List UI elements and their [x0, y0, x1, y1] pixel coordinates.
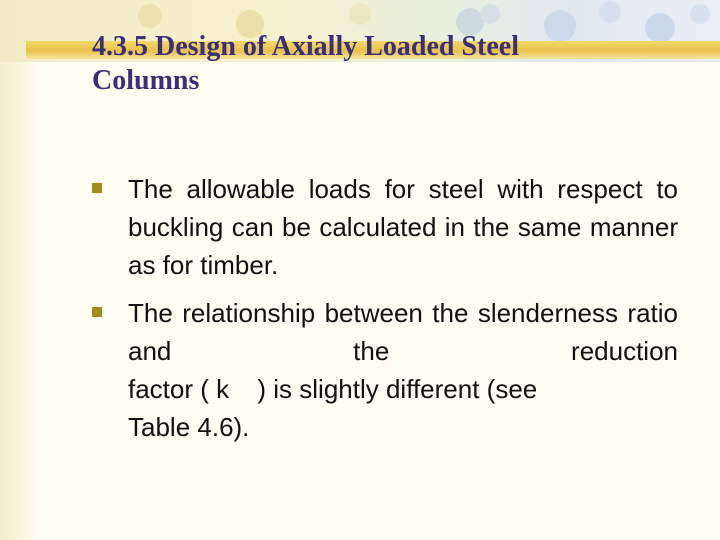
bullet-marker-1 — [92, 183, 102, 193]
slide-title-line-1: 4.3.5 Design of Axially Loaded Steel — [92, 31, 520, 62]
slide-title-line-2: Columns — [92, 65, 200, 96]
factor-text-before: factor ( — [128, 374, 209, 404]
bullet-2-line-1: The relationship between the slenderness ratio and the reduction — [128, 298, 678, 366]
factor-symbol: k — [216, 374, 230, 404]
bullet-marker-2 — [92, 307, 102, 317]
factor-text-after: ) is slightly different (see — [257, 374, 538, 404]
bullet-text-1: The allowable loads for steel with respect to buckling can be calculated in the same manner as for timber. — [128, 174, 678, 280]
bullet-text-2 — [128, 294, 678, 446]
background-left-strip — [0, 0, 36, 540]
bullet-2-factor-line — [128, 374, 537, 404]
slide-title — [92, 30, 692, 98]
bullet-2-last-line: Table 4.6). — [128, 412, 250, 442]
